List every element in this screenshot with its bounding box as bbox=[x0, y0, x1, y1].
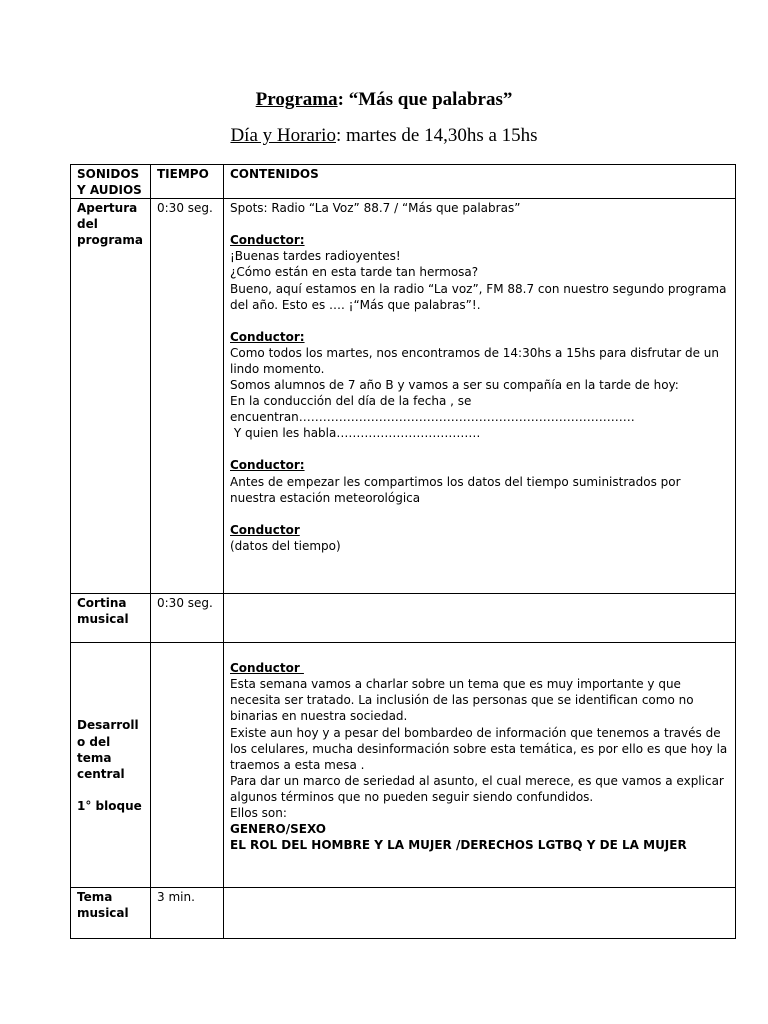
table-row bbox=[71, 888, 736, 939]
script-line: Existe aun hoy y a pesar del bombardeo de información que tenemos a través de los celulares, mucha desinformación sobre esta temática, es por ello es que hoy la traemos a esta mesa . bbox=[230, 725, 728, 772]
speaker-label: Conductor bbox=[230, 661, 304, 676]
contents-cell bbox=[224, 643, 736, 888]
section-cell: Apertura del programa bbox=[71, 199, 151, 594]
time-cell: 0:30 seg. bbox=[151, 594, 224, 643]
contents-cell bbox=[224, 888, 736, 939]
script-line: Esta semana vamos a charlar sobre un tema que es muy importante y que necesita ser tratado. La inclusión de las personas que se identifican como no binarias en nuestra sociedad. bbox=[230, 677, 694, 724]
header-contents: CONTENIDOS bbox=[224, 165, 736, 199]
table-row bbox=[71, 199, 736, 594]
script-line: En la conducción del día de la fecha , se encuentran………………………………………………………………………… bbox=[230, 394, 635, 425]
speaker-label: Conductor: bbox=[230, 329, 305, 344]
script-line: Para dar un marco de seriedad al asunto, el cual merece, es que vamos a explicar algunos términos que no pueden seguir siendo confundidos. bbox=[230, 773, 724, 804]
section-cell: Cortina musical bbox=[71, 594, 151, 643]
topic-line: EL ROL DEL HOMBRE Y LA MUJER /DERECHOS LGTBQ Y DE LA MUJER bbox=[230, 838, 687, 853]
script-line: (datos del tiempo) bbox=[230, 538, 341, 553]
table-header-row bbox=[71, 165, 736, 199]
speaker-label: Conductor: bbox=[230, 233, 305, 248]
subsection-label: 1° bloque bbox=[77, 798, 142, 813]
contents-cell bbox=[224, 199, 736, 594]
title-colon: : bbox=[337, 89, 349, 110]
topic-line: GENERO/SEXO bbox=[230, 822, 326, 837]
table-row bbox=[71, 594, 736, 643]
script-line: Ellos son: bbox=[230, 806, 287, 821]
section-label: Desarrollo del tema central bbox=[77, 718, 139, 781]
time-cell: 0:30 seg. bbox=[151, 199, 224, 594]
script-line: ¡Buenas tardes radioyentes! bbox=[230, 249, 401, 264]
header-sounds: SONIDOS Y AUDIOS bbox=[71, 165, 151, 199]
page-subtitle bbox=[0, 124, 768, 148]
script-line: ¿Cómo están en esta tarde tan hermosa? bbox=[230, 265, 479, 280]
time-cell bbox=[151, 643, 224, 888]
time-cell: 3 min. bbox=[151, 888, 224, 939]
schedule-label: Día y Horario bbox=[230, 125, 336, 146]
title-label: Programa bbox=[255, 89, 338, 110]
script-line: Somos alumnos de 7 año B y vamos a ser su compañía en la tarde de hoy: bbox=[230, 378, 679, 393]
speaker-label: Conductor: bbox=[230, 458, 305, 473]
script-line: Bueno, aquí estamos en la radio “La voz”, FM 88.7 con nuestro segundo programa del año. Esto es …. ¡“Más que palabras”!. bbox=[230, 281, 727, 312]
spots-line: Spots: Radio “La Voz” 88.7 / “Más que palabras” bbox=[230, 201, 521, 216]
script-line: Antes de empezar les compartimos los datos del tiempo suministrados por nuestra estación meteorológica bbox=[230, 474, 681, 505]
header-time: TIEMPO bbox=[151, 165, 224, 199]
section-cell: Tema musical bbox=[71, 888, 151, 939]
section-cell bbox=[71, 643, 151, 888]
script-line: Como todos los martes, nos encontramos de 14:30hs a 15hs para disfrutar de un lindo momento. bbox=[230, 345, 720, 376]
script-line: Y quien les habla……………………………… bbox=[230, 426, 481, 441]
schedule-value: martes de 14,30hs a 15hs bbox=[346, 125, 538, 146]
schedule-colon: : bbox=[335, 125, 346, 146]
page-title bbox=[0, 88, 768, 112]
contents-cell bbox=[224, 594, 736, 643]
script-table bbox=[70, 164, 736, 939]
table-row bbox=[71, 643, 736, 888]
speaker-label: Conductor bbox=[230, 522, 300, 537]
program-name: “Más que palabras” bbox=[348, 89, 513, 110]
